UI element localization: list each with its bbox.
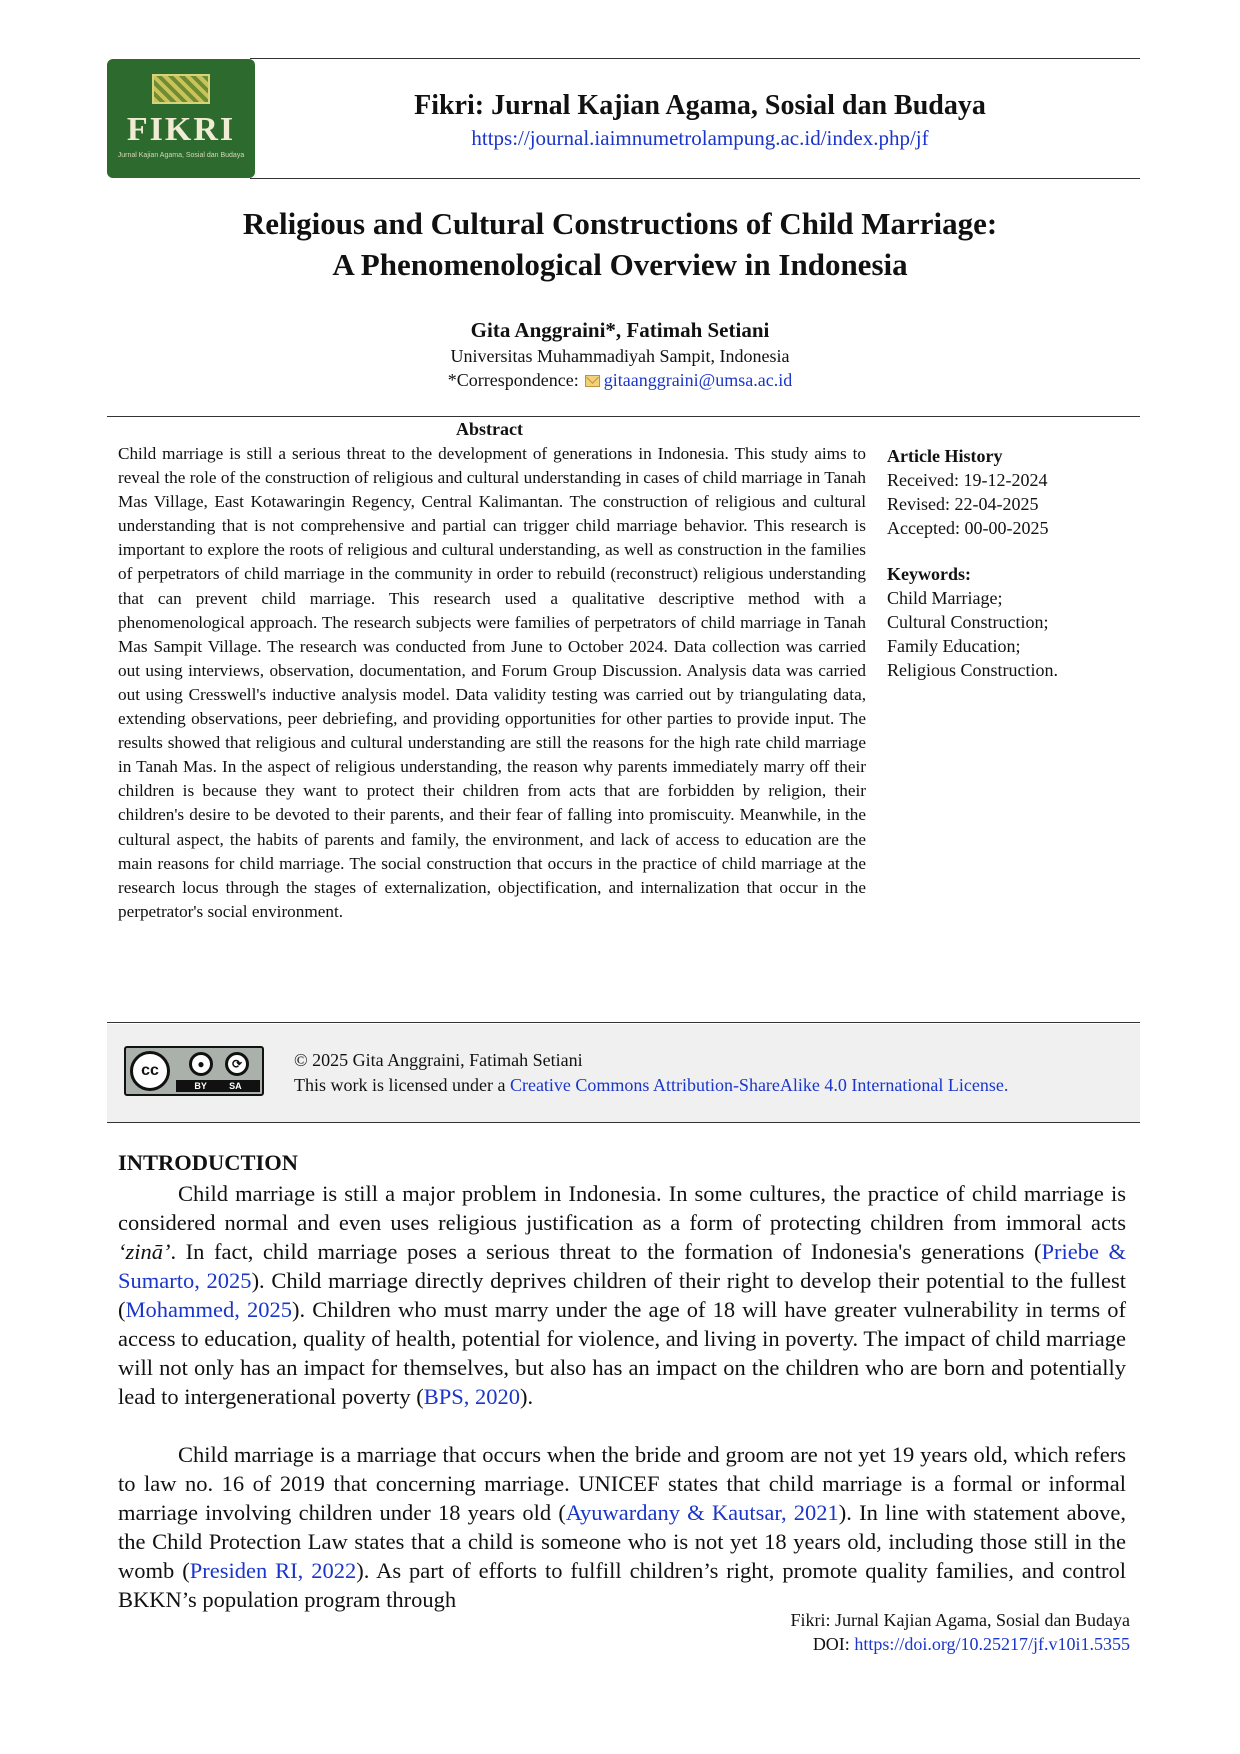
authors: Gita Anggraini*, Fatimah Setiani — [470, 318, 770, 342]
italic-term: ‘zinā’ — [118, 1239, 171, 1264]
license-link[interactable]: Creative Commons Attribution-ShareAlike 4.0 International License. — [509, 1075, 1009, 1095]
journal-logo — [107, 59, 255, 178]
doi-label: DOI: — [812, 1634, 855, 1654]
doi-link[interactable]: https://doi.org/10.25217/jf.v10i1.5355 — [854, 1634, 1130, 1654]
article-history-heading: Article History — [887, 446, 1003, 466]
keywords-heading: Keywords: — [887, 564, 971, 584]
copyright-notice: © 2025 Gita Anggraini, Fatimah Setiani — [294, 1050, 583, 1070]
citation-link[interactable]: Ayuwardany & Kautsar, 2021 — [565, 1500, 839, 1525]
keyword-item: Religious Construction. — [887, 660, 1058, 680]
logo-ornament-icon — [152, 74, 210, 104]
header-bottom-rule — [250, 178, 1140, 179]
abstract-top-rule — [107, 416, 1140, 417]
introduction-paragraph-2: Child marriage is a marriage that occurs when the bride and groom are not yet 19 years old, which refers to law no. 16 of 2019 that concerning marriage. UNICEF states that child marriage is a formal or informal marriage involving children under 18 years old (Ayuwardany & Kautsar, 2021). In line with statement above, the Child Protection Law states that a child is someone who is not yet 18 years old, including those still in the womb (Presiden RI, 2022). As part of efforts to fulfill children’s right, promote quality families, and control BKKN’s population program through — [118, 1442, 1126, 1612]
citation-link[interactable]: BPS, 2020 — [423, 1384, 521, 1409]
logo-subtext: Jurnal Kajian Agama, Sosial dan Budaya — [117, 152, 245, 159]
article-sidebar — [887, 444, 1127, 682]
header-top-rule — [250, 58, 1140, 59]
introduction-heading: INTRODUCTION — [118, 1150, 299, 1175]
paper-title-line-2: A Phenomenological Overview in Indonesia — [332, 247, 908, 282]
cc-by-sa-badge[interactable] — [124, 1046, 264, 1096]
accepted-date: Accepted: 00-00-2025 — [887, 518, 1049, 538]
keyword-item: Cultural Construction; — [887, 612, 1049, 632]
citation-link[interactable]: Presiden RI, 2022 — [189, 1558, 357, 1583]
share-alike-icon: ⟳ — [225, 1052, 249, 1076]
license-statement — [294, 1075, 1008, 1096]
keyword-item: Child Marriage; — [887, 588, 1003, 608]
correspondence-label: *Correspondence: — [447, 370, 579, 390]
received-date: Received: 19-12-2024 — [887, 470, 1048, 490]
footer-doi — [813, 1634, 1130, 1655]
abstract-heading: Abstract — [456, 419, 523, 439]
citation-link[interactable]: Mohammed, 2025 — [125, 1297, 292, 1322]
badge-strip-label: BY SA — [176, 1080, 260, 1092]
paper-title-line-1: Religious and Cultural Constructions of Child Marriage: — [242, 206, 998, 241]
email-link[interactable]: gitaanggraini@umsa.ac.id — [603, 370, 793, 390]
cc-icon: cc — [130, 1051, 170, 1091]
abstract-text: Child marriage is still a serious threat to the development of generations in Indonesia. This study aims to reveal the role of the construction of religious and cultural understanding in cases of child marriage in Tanah Mas Village, East Kotawaringin Regency, Central Kalimantan. The construction of religious and cultural understanding that is not comprehensive and partial can trigger child marriage behavior. This research is important to explore the roots of religious and cultural understanding, as well as construction in the families of perpetrators of child marriage in the community in order to rebuild (reconstruct) religious understanding that can prevent child marriage. This research used a qualitative descriptive method with a phenomenological approach. The research subjects were families of perpetrators of child marriage in Tanah Mas Sampit Village. The research was conducted from June to October 2024. Data collection was carried out using interviews, observation, documentation, and Forum Group Discussion. Analysis data was carried out using Cresswell's inductive analysis model. Data validity testing was carried out by triangulating data, extending observations, peer debriefing, and providing opportunities for other parties to provide input. The results showed that religious and cultural understanding are still the reasons for the high rate child marriage in Tanah Mas. In the aspect of religious understanding, the reason why parents immediately marry off their children is because they want to protect their children from acts that are forbidden by religion, their children's desire to be devoted to their parents, and their fear of falling into promiscuity. Meanwhile, in the cultural aspect, the habits of parents and family, the environment, and lack of access to education are the main reasons for child marriage. The social construction that occurs in the practice of child marriage at the research locus through the stages of externalization, objectification, and internalization that occur in the perpetrator's social environment. — [118, 444, 866, 921]
license-prefix: This work is licensed under a — [294, 1075, 510, 1095]
logo-text: FIKRI — [126, 111, 236, 148]
introduction-paragraph-1: Child marriage is still a major problem in Indonesia. In some cultures, the practice of child marriage is considered normal and even uses religious justification as a form of protecting children from immoral acts ‘zinā’. In fact, child marriage poses a serious threat to the formation of Indonesia's generations (Priebe & Sumarto, 2025). Child marriage directly deprives children of their right to develop their potential to the fullest (Mohammed, 2025). Children who must marry under the age of 18 will have greater vulnerability in terms of access to education, quality of health, potential for violence, and living in poverty. The impact of child marriage will not only has an impact for themselves, but also has an impact on the children who are born and potentially lead to intergenerational poverty (BPS, 2020). — [118, 1181, 1126, 1409]
abstract-bottom-rule — [107, 1022, 1140, 1023]
footer-journal-name: Fikri: Jurnal Kajian Agama, Sosial dan Budaya — [790, 1610, 1130, 1630]
license-box — [107, 1024, 1140, 1123]
revised-date: Revised: 22-04-2025 — [887, 494, 1039, 514]
envelope-icon — [585, 375, 600, 387]
journal-url-link[interactable]: https://journal.iaimnumetrolampung.ac.id/index.php/jf — [471, 126, 929, 150]
keyword-item: Family Education; — [887, 636, 1021, 656]
paper-title — [120, 203, 1120, 285]
affiliation: Universitas Muhammadiyah Sampit, Indonesia — [450, 346, 790, 366]
citation-link[interactable]: Priebe & Sumarto, 2025 — [118, 1239, 1126, 1293]
journal-title: Fikri: Jurnal Kajian Agama, Sosial dan Budaya — [414, 90, 986, 121]
attribution-person-icon: ● — [189, 1052, 213, 1076]
correspondence — [0, 370, 1240, 391]
